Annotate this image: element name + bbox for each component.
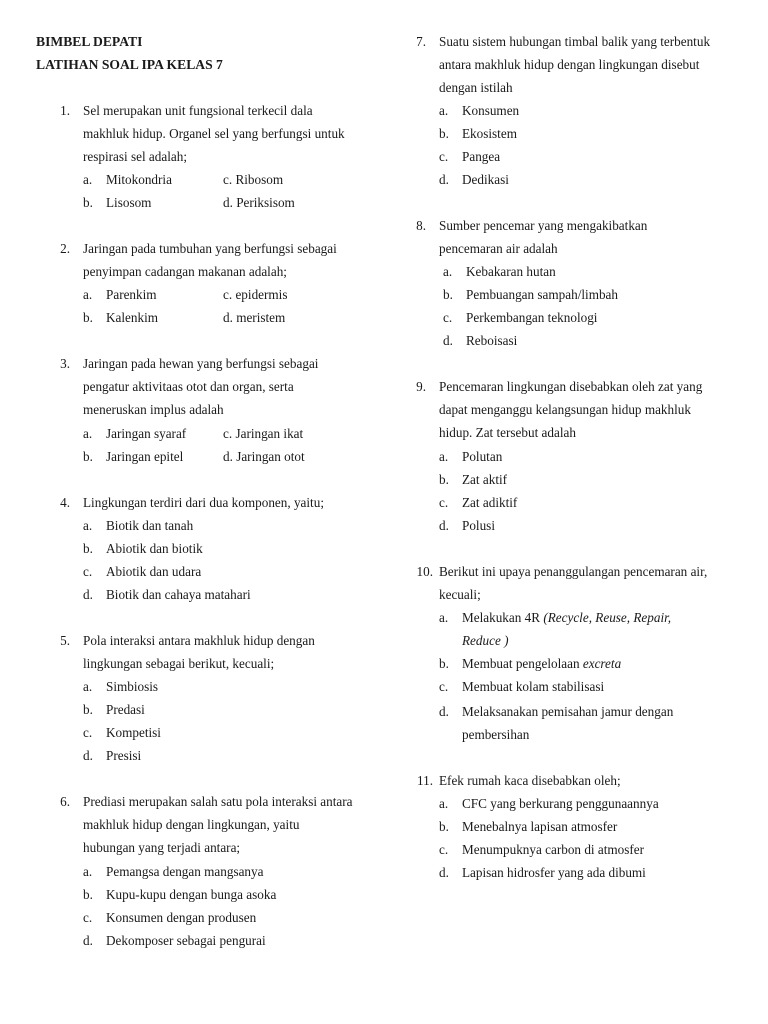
option-c-text: Konsumen dengan produsen <box>106 910 257 925</box>
option-a-text <box>462 610 671 626</box>
option-text-italic: excreta <box>582 656 622 671</box>
option-d-text: Presisi <box>106 748 142 763</box>
option-d: d. <box>439 172 449 187</box>
option-c: c. <box>439 149 449 164</box>
option-letter: b. <box>83 195 93 210</box>
question-number: 1. <box>60 103 70 118</box>
option-text-italic: Reduce ) <box>462 633 509 648</box>
question-number: 7. <box>416 34 426 49</box>
option-letter: d. <box>223 310 233 325</box>
question-line: makhluk hidup. Organel sel yang berfungsi untuk <box>83 126 345 141</box>
question-line: Pencemaran lingkungan disebabkan oleh zat yang <box>439 379 703 394</box>
option-c-text: Kompetisi <box>106 725 161 740</box>
option-a-text: Jaringan syaraf <box>106 426 187 441</box>
option-b-text: Abiotik dan biotik <box>106 541 203 556</box>
option-b-text: Kalenkim <box>106 310 159 325</box>
option-c: c. <box>83 910 93 925</box>
option-c: c. <box>83 725 93 740</box>
question-line: meneruskan implus adalah <box>83 402 224 417</box>
question-number: 11. <box>417 773 433 788</box>
question-line: hidup. Zat tersebut adalah <box>439 425 576 440</box>
question-text <box>83 352 318 421</box>
question-text <box>83 99 345 168</box>
question-line: makhluk hidup dengan lingkungan, yaitu <box>83 817 300 832</box>
option-d: d. <box>83 748 93 763</box>
question-line: respirasi sel adalah; <box>83 149 187 164</box>
option-c-text: Menumpuknya carbon di atmosfer <box>462 842 645 857</box>
option-d: d. <box>439 704 449 719</box>
question-line: Lingkungan terdiri dari dua komponen, yaitu; <box>83 495 324 510</box>
option-a-text: CFC yang berkurang penggunaannya <box>462 796 659 811</box>
question-text <box>83 790 353 859</box>
option-c: c. <box>439 679 449 694</box>
question-number: 3. <box>60 356 70 371</box>
option-a-text: Mitokondria <box>106 172 172 187</box>
option-d <box>223 310 285 326</box>
option-a: a. <box>439 449 449 464</box>
option-b-text: Kupu-kupu dengan bunga asoka <box>106 887 277 902</box>
option-d <box>223 449 305 465</box>
question-line: Jaringan pada tumbuhan yang berfungsi sebagai <box>83 241 337 256</box>
option-d-text: Biotik dan cahaya matahari <box>106 587 251 602</box>
option-a-text: Pemangsa dengan mangsanya <box>106 864 264 879</box>
question-text <box>439 375 702 444</box>
question-line: dengan istilah <box>439 80 513 95</box>
question-text <box>439 769 621 792</box>
option-d-text: Dedikasi <box>462 172 509 187</box>
option-text: Jaringan ikat <box>235 426 304 441</box>
question-number: 2. <box>60 241 70 256</box>
option-d: d. <box>439 865 449 880</box>
option-d <box>223 195 295 211</box>
option-b: b. <box>83 541 93 556</box>
option-c <box>223 287 287 303</box>
option-a: a. <box>439 610 449 625</box>
question-line: Sumber pencemar yang mengakibatkan <box>439 218 648 233</box>
option-b: b. <box>439 656 449 671</box>
option-letter: c. <box>223 172 233 187</box>
question-text <box>83 491 324 514</box>
option-c <box>223 172 283 188</box>
option-a-text: Polutan <box>462 449 503 464</box>
option-d-text: Dekomposer sebagai pengurai <box>106 933 266 948</box>
option-a-text: Biotik dan tanah <box>106 518 194 533</box>
option-b-text: Menebalnya lapisan atmosfer <box>462 819 618 834</box>
option-letter: c. <box>223 426 233 441</box>
option-letter: d. <box>223 449 233 464</box>
option-a: a. <box>83 679 93 694</box>
question-line: kecuali; <box>439 587 481 602</box>
question-number: 4. <box>60 495 70 510</box>
option-c-text: Perkembangan teknologi <box>466 310 598 325</box>
option-d: d. <box>83 933 93 948</box>
header-title: BIMBEL DEPATI <box>36 34 143 49</box>
option-a: a. <box>439 103 449 118</box>
option-d-text: Polusi <box>462 518 495 533</box>
option-d-text: Melaksanakan pemisahan jamur dengan <box>462 704 674 719</box>
option-a: a. <box>83 426 93 441</box>
option-d: d. <box>83 587 93 602</box>
question-line: Prediasi merupakan salah satu pola interaksi antara <box>83 794 353 809</box>
option-letter: a. <box>83 172 93 187</box>
question-number: 10. <box>416 564 433 579</box>
option-text-italic: (Recycle, Reuse, Repair, <box>543 610 672 625</box>
option-b <box>83 195 93 211</box>
option-b: b. <box>439 819 449 834</box>
option-c: c. <box>83 564 93 579</box>
question-line: hubungan yang terjadi antara; <box>83 840 241 855</box>
option-a: a. <box>83 864 93 879</box>
option-c-text: Zat adiktif <box>462 495 518 510</box>
question-line: Pola interaksi antara makhluk hidup dengan <box>83 633 315 648</box>
option-b-text: Zat aktif <box>462 472 508 487</box>
option-a-text: Konsumen <box>462 103 520 118</box>
option-c: c. <box>439 495 449 510</box>
option-d: d. <box>439 518 449 533</box>
option-b: b. <box>443 287 453 302</box>
option-text: Melakukan 4R <box>462 610 544 625</box>
question-line: Sel merupakan unit fungsional terkecil dala <box>83 103 313 118</box>
option-b-text: Ekosistem <box>462 126 517 141</box>
option-letter: d. <box>223 195 233 210</box>
option-c <box>223 426 303 442</box>
option-c-text: Abiotik dan udara <box>106 564 202 579</box>
option-a <box>83 172 92 188</box>
question-line: lingkungan sebagai berikut, kecuali; <box>83 656 275 671</box>
option-d-text: Lapisan hidrosfer yang ada dibumi <box>462 865 646 880</box>
option-b: b. <box>439 472 449 487</box>
option-text: meristem <box>236 310 286 325</box>
option-b: b. <box>83 702 93 717</box>
question-line: Jaringan pada hewan yang berfungsi sebagai <box>83 356 319 371</box>
option-a-text: Simbiosis <box>106 679 159 694</box>
option-a: a. <box>83 518 93 533</box>
option-b: b. <box>83 887 93 902</box>
question-line: antara makhluk hidup dengan lingkungan disebut <box>439 57 700 72</box>
option-a-text: Kebakaran hutan <box>466 264 556 279</box>
question-number: 9. <box>416 379 426 394</box>
question-line: pengatur aktivitaas otot dan organ, serta <box>83 379 294 394</box>
option-c: c. <box>443 310 453 325</box>
option-text: Periksisom <box>236 195 295 210</box>
question-line: Efek rumah kaca disebabkan oleh; <box>439 773 621 788</box>
option-c: c. <box>439 842 449 857</box>
option-b-text: Pembuangan sampah/limbah <box>466 287 618 302</box>
option-a: a. <box>439 796 449 811</box>
option-b: b. <box>439 126 449 141</box>
option-text: Ribosom <box>235 172 284 187</box>
question-text <box>439 560 707 606</box>
question-text <box>439 214 647 260</box>
option-letter: c. <box>223 287 233 302</box>
question-line: Berikut ini upaya penanggulangan pencemaran air, <box>439 564 708 579</box>
option-b: b. <box>83 449 93 464</box>
option-a-text-cont <box>462 633 509 649</box>
option-c-text: Membuat kolam stabilisasi <box>462 679 605 694</box>
option-b-text <box>462 656 621 672</box>
question-line: Suatu sistem hubungan timbal balik yang terbentuk <box>439 34 711 49</box>
question-line: pencemaran air adalah <box>439 241 558 256</box>
question-line: penyimpan cadangan makanan adalah; <box>83 264 287 279</box>
question-number: 8. <box>416 218 426 233</box>
question-line: dapat menganggu kelangsungan hidup makhluk <box>439 402 691 417</box>
question-text <box>439 30 710 99</box>
option-a: a. <box>443 264 453 279</box>
option-b-text: Jaringan epitel <box>106 449 184 464</box>
option-b-text: Predasi <box>106 702 145 717</box>
question-number: 6. <box>60 794 70 809</box>
option-text: Jaringan otot <box>236 449 305 464</box>
header-subtitle: LATIHAN SOAL IPA KELAS 7 <box>36 57 223 72</box>
question-text <box>83 237 337 283</box>
option-a-text: Parenkim <box>106 287 157 302</box>
option-c-text: Pangea <box>462 149 501 164</box>
option-d-text: Reboisasi <box>466 333 518 348</box>
option-text: Membuat pengelolaan <box>462 656 583 671</box>
option-b: b. <box>83 310 93 325</box>
option-d: d. <box>443 333 453 348</box>
option-a: a. <box>83 287 93 302</box>
option-text: epidermis <box>235 287 288 302</box>
option-b-text: Lisosom <box>106 195 152 210</box>
question-number: 5. <box>60 633 70 648</box>
option-d-text-cont: pembersihan <box>462 727 530 742</box>
question-text <box>83 629 315 675</box>
